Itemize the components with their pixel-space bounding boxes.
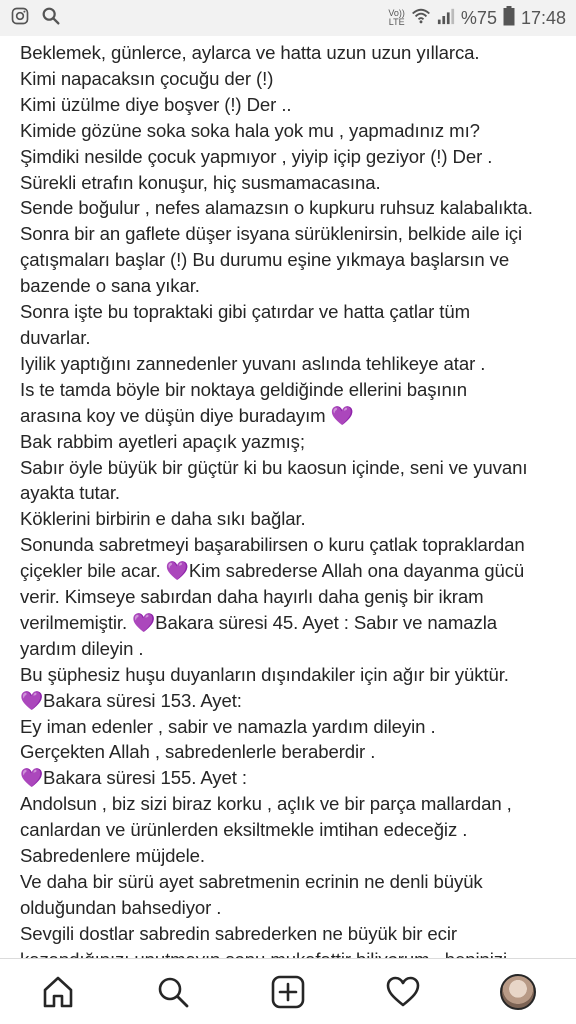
- profile-avatar: [500, 974, 536, 1010]
- caption-line: [20, 92, 568, 118]
- caption-line-text: Gerçekten Allah , sabredenlerle beraberdir .: [20, 741, 376, 763]
- caption-line: [20, 714, 568, 740]
- status-bar: [0, 0, 576, 36]
- caption-line-text: çiçekler bile acar. 💜Kim sabrederse Allah ona dayanma gücü: [20, 560, 525, 582]
- home-icon: [40, 974, 76, 1010]
- caption-line: [20, 843, 568, 869]
- caption-line: [20, 221, 568, 247]
- purple-heart-icon: 💜: [330, 404, 354, 426]
- caption-line-text: yardım dileyin .: [20, 637, 144, 659]
- caption-line: [20, 610, 568, 636]
- heart-icon: [385, 974, 421, 1010]
- caption-line-text: Kimi napacaksın çocuğu der (!): [20, 67, 274, 89]
- caption-line: [20, 895, 568, 921]
- caption-line-text: Sonra işte bu topraktaki gibi çatırdar ve hatta çatlar tüm: [20, 301, 470, 323]
- caption-line-text: Kimide gözüne soka soka hala yok mu , yapmadınız mı?: [20, 119, 480, 141]
- caption-line: [20, 66, 568, 92]
- caption-text: [20, 40, 568, 973]
- caption-line-text: 💜Bakara süresi 153. Ayet:: [20, 689, 242, 711]
- caption-line-text: duvarlar.: [20, 326, 91, 348]
- caption-line: [20, 351, 568, 377]
- caption-line-text: arasına koy ve düşün diye buradayım: [20, 404, 331, 426]
- caption-line: [20, 921, 568, 947]
- caption-line-text: Sabır öyle büyük bir güçtür ki bu kaosun içinde, seni ve yuvanı: [20, 456, 528, 478]
- caption-line: [20, 817, 568, 843]
- caption-line: [20, 455, 568, 481]
- caption-line: [20, 558, 568, 584]
- caption-line-text: çatışmaları başlar (!) Bu durumu eşine yıkmaya başlarsın ve: [20, 249, 510, 271]
- caption-line: [20, 195, 568, 221]
- caption-line-text: Sabredenlere müjdele.: [20, 845, 205, 867]
- caption-line: [20, 765, 568, 791]
- caption-line-text: Kimi üzülme diye boşver (!) Der ..: [20, 93, 292, 115]
- caption-line: [20, 506, 568, 532]
- caption-line-text: Köklerini birbirin e daha sıkı bağlar.: [20, 508, 306, 530]
- caption-line-text: olduğundan bahsediyor .: [20, 896, 222, 918]
- status-left-icons: [10, 5, 62, 32]
- caption-line-text: Bu şüphesiz huşu duyanların dışındakiler için ağır bir yüktür.: [20, 663, 509, 685]
- caption-line: [20, 584, 568, 610]
- caption-line: [20, 118, 568, 144]
- search-icon: [155, 974, 191, 1010]
- caption-line-text: 💜Bakara süresi 155. Ayet :: [20, 767, 247, 789]
- caption-line: [20, 662, 568, 688]
- signal-icon: [437, 7, 455, 30]
- caption-line-text: Is te tamda böyle bir noktaya geldiğinde ellerini başının: [20, 378, 468, 400]
- caption-line-text: Bak rabbim ayetleri apaçık yazmış;: [20, 430, 305, 452]
- caption-line-text: Şimdiki nesilde çocuk yapmıyor , yiyip içip geziyor (!) Der .: [20, 145, 493, 167]
- caption-line: [20, 739, 568, 765]
- caption-line-text: Ve daha bir sürü ayet sabretmenin ecrinin ne denli büyük: [20, 871, 483, 892]
- bottom-navigation: [0, 958, 576, 1024]
- caption-line: [20, 40, 568, 66]
- clock: 17:48: [520, 7, 566, 28]
- caption-line: [20, 791, 568, 817]
- caption-line-text: Iyilik yaptığını zannedenler yuvanı aslında tehlikeye atar .: [20, 352, 486, 374]
- wifi-icon: [411, 7, 431, 30]
- caption-line-text: Sürekli etrafın konuşur, hiç susmamacasına.: [20, 171, 381, 193]
- caption-line-text: Sevgili dostlar sabredin sabrederken ne büyük bir ecir: [20, 922, 457, 944]
- caption-line: [20, 144, 568, 170]
- caption-line-text: verir. Kimseye sabırdan daha hayırlı daha geniş bir ikram: [20, 586, 484, 608]
- caption-line: [20, 273, 568, 299]
- caption-line-text: Sonunda sabretmeyi başarabilirsen o kuru çatlak topraklardan: [20, 534, 525, 556]
- caption-line: [20, 532, 568, 558]
- caption-line-text: bazende o sana yıkar.: [20, 275, 200, 297]
- status-right-icons: [388, 6, 566, 31]
- caption-line: [20, 429, 568, 455]
- nav-profile-button[interactable]: [488, 962, 548, 1022]
- caption-line-text: verilmemiştir. 💜Bakara süresi 45. Ayet : Sabır ve namazla: [20, 611, 497, 633]
- battery-percent: %75: [460, 7, 497, 28]
- nav-activity-button[interactable]: [373, 962, 433, 1022]
- caption-area: [0, 24, 576, 958]
- caption-line: [20, 403, 568, 429]
- caption-line-text: Sende boğulur , nefes alamazsın o kupkuru ruhsuz kalabalıkta.: [20, 197, 533, 219]
- caption-line-text: Sonra bir an gaflete düşer isyana sürüklenirsin, belkide aile içi: [20, 223, 523, 245]
- caption-line: [20, 170, 568, 196]
- caption-line-text: canlardan ve ürünlerden eksiltmekle imtihan edeceğiz .: [20, 819, 468, 841]
- instagram-notification-icon: [10, 6, 30, 31]
- search-notification-icon: [40, 5, 62, 32]
- nav-add-post-button[interactable]: [258, 962, 318, 1022]
- caption-line: [20, 688, 568, 714]
- caption-line: [20, 869, 568, 895]
- caption-line: [20, 325, 568, 351]
- caption-line-text: Beklemek, günlerce, aylarca ve hatta uzun uzun yıllarca.: [20, 42, 480, 63]
- caption-line: [20, 480, 568, 506]
- nav-home-button[interactable]: [28, 962, 88, 1022]
- caption-line-text: ayakta tutar.: [20, 482, 120, 504]
- add-post-icon: [270, 974, 306, 1010]
- nav-search-button[interactable]: [143, 962, 203, 1022]
- caption-line: [20, 247, 568, 273]
- caption-line: [20, 377, 568, 403]
- caption-line-text: Andolsun , biz sizi biraz korku , açlık ve bir parça mallardan ,: [20, 793, 512, 815]
- caption-line: [20, 636, 568, 662]
- caption-line-text: Ey iman edenler , sabir ve namazla yardım dileyin .: [20, 715, 436, 737]
- caption-line: [20, 299, 568, 325]
- battery-icon: [503, 6, 515, 31]
- volte-indicator: Vo)) LTE: [388, 8, 405, 27]
